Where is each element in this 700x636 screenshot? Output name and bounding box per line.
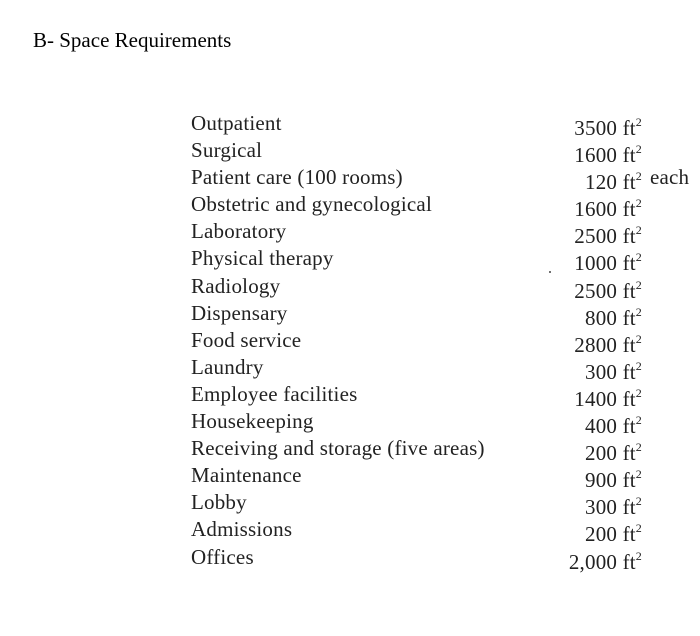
area-name: Offices <box>191 544 254 569</box>
area-name: Obstetric and gynecological <box>191 192 432 217</box>
area-value: 400 <box>585 414 618 439</box>
area-unit: $ft^2$ <box>622 358 642 384</box>
space-requirements-table <box>0 110 700 574</box>
area-value: 2500 <box>574 224 618 249</box>
section-heading: B- Space Requirements <box>33 28 232 52</box>
area-value: 1600 <box>574 197 618 222</box>
area-value: 300 <box>585 495 618 520</box>
area-value: 120 <box>585 170 618 195</box>
area-value: 3500 <box>574 116 618 140</box>
table-row <box>0 408 700 439</box>
area-name: Housekeeping <box>191 409 314 434</box>
area-name: Lobby <box>191 490 247 515</box>
area-value: 1400 <box>574 386 618 411</box>
table-row <box>0 462 700 493</box>
scan-speck <box>549 271 551 273</box>
area-unit: $ft^2$ <box>622 196 642 222</box>
table-row <box>0 245 700 276</box>
area-unit: $ft^2$ <box>622 494 642 520</box>
area-value: 2500 <box>574 278 618 303</box>
area-name: Receiving and storage (five areas) <box>191 436 485 461</box>
area-name: Outpatient <box>191 111 282 135</box>
area-value: 1000 <box>574 251 618 276</box>
area-name: Food service <box>191 327 302 352</box>
area-name: Surgical <box>191 138 263 163</box>
area-name: Laundry <box>191 354 264 379</box>
area-unit: $ft^2$ <box>622 521 642 547</box>
area-name: Employee facilities <box>191 381 358 406</box>
area-value: 900 <box>585 468 618 493</box>
area-unit: $ft^2$ <box>622 331 642 357</box>
table-row <box>0 300 700 330</box>
table-row <box>0 164 700 195</box>
area-unit: $ft^2$ <box>622 440 642 466</box>
area-value: 300 <box>585 359 618 384</box>
table-row <box>0 489 700 520</box>
area-name: Patient care (100 rooms) <box>191 165 403 190</box>
area-name: Physical therapy <box>191 246 334 271</box>
table-row <box>0 110 700 140</box>
table-row <box>0 435 700 466</box>
area-unit: $ft^2$ <box>622 385 642 411</box>
area-value: 800 <box>585 305 618 330</box>
area-suffix: each <box>650 165 690 190</box>
area-value: 1600 <box>574 143 618 168</box>
table-row <box>0 218 700 249</box>
area-value: 200 <box>585 441 618 466</box>
area-unit: $ft^2$ <box>622 304 642 330</box>
area-unit: $ft^2$ <box>622 223 642 249</box>
area-size <box>569 544 642 576</box>
table-row <box>0 381 700 411</box>
area-name: Dispensary <box>191 300 288 325</box>
area-unit: $ft^2$ <box>622 467 642 493</box>
area-unit: $ft^2$ <box>622 169 642 195</box>
area-unit: $ft^2$ <box>622 250 642 276</box>
table-row <box>0 327 700 357</box>
table-row <box>0 354 700 384</box>
area-name: Maintenance <box>191 463 302 488</box>
area-name: Radiology <box>191 273 281 298</box>
area-name: Admissions <box>191 517 293 542</box>
area-name: Laboratory <box>191 219 287 244</box>
table-row <box>0 516 700 547</box>
area-unit: $ft^2$ <box>622 413 642 439</box>
area-unit: $ft^2$ <box>622 142 642 168</box>
table-row <box>0 191 700 222</box>
area-unit: $ft^2$ <box>622 548 642 574</box>
table-row <box>0 137 700 168</box>
area-value: 2,000 <box>568 549 618 574</box>
area-value: 2800 <box>574 332 618 357</box>
area-unit: $ft^2$ <box>622 115 642 140</box>
area-unit: $ft^2$ <box>622 277 642 303</box>
table-row <box>0 273 700 303</box>
table-row <box>0 544 700 574</box>
area-value: 200 <box>585 522 618 547</box>
